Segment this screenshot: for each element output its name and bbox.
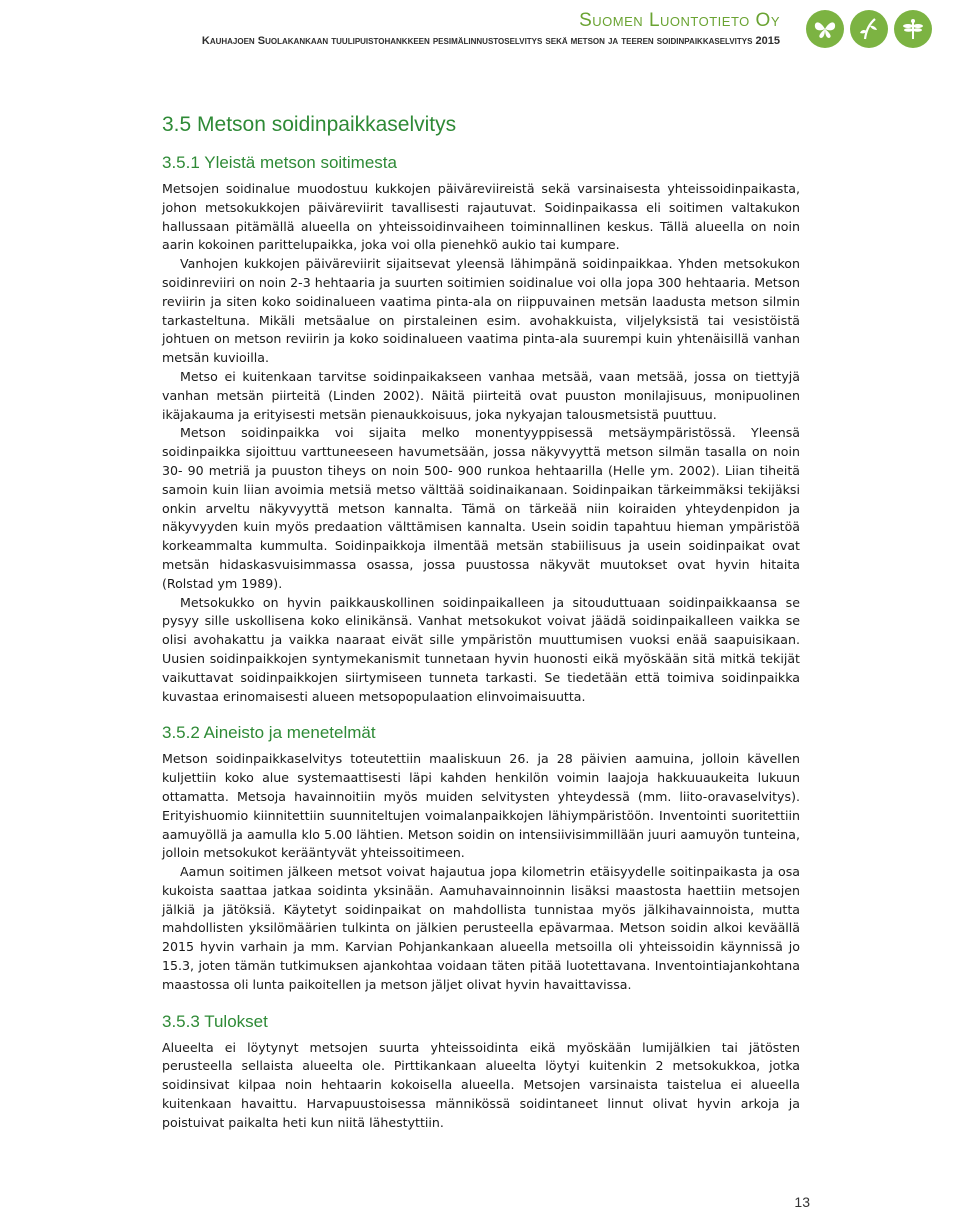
paragraph: Aamun soitimen jälkeen metsot voivat hajautua jopa kilometrin etäisyydelle soitinpaikasta ja osa kukoista saattaa jatkaa soidinta yksinään. Aamuhavainnoinnin lisäksi maastosta haettiin metsojen jälkiä ja jätöksiä. Käytetyt soidinpaikat on mahdollista tunnistaa myös jälkihavainnoista, mutta mahdollisten yksilömäärien tulkinta on jälkien perusteella epävarmaa. Metson soidin alkoi keväällä 2015 hyvin varhain ja mm. Karvian Pohjankankaan alueella metsoilla oli yhteissoidin käynnissä jo 15.3, joten tämän tutkimuksen ajankohtaa voidaan täten pitää luotettavana. Inventointiajankohtana maastossa oli lunta paikoitellen ja metson jäljet olivat hyvin havaittavissa. (162, 864, 800, 992)
dragonfly-logo-icon (894, 10, 932, 48)
paragraph: Metsokukko on hyvin paikkauskollinen soidinpaikalleen ja sitouduttuaan soidinpaikkaansa se pysyy sille uskollisena koko elinikänsä. Vanhat metsokukot voivat jäädä soidinpaikalleen vaikka se olisi avohakattu ja vaikka naaraat eivät sille ympäristön muuttumisen vuoksi enää saapuisikaan. Uusien soidinpaikkojen syntymekanismit tunnetaan hyvin huonosti eikä myöskään sitä mitkä tekijät vaikuttavat soidinpaikkojen siirtymiseen tunneta tarkasti. Se tiedetään että toimiva soidinpaikka kuvastaa erinomaisesti alueen metsopopulaation elinvoimaisuutta. (162, 594, 800, 704)
subsection-title-methods: 3.5.2 Aineisto ja menetelmät (162, 723, 376, 743)
page-header (0, 10, 780, 48)
paragraph: Metson soidinpaikka voi sijaita melko monentyyppisessä metsäympäristössä. Yleensä soidinpaikka sijoittuu varttuneeseen havumetsään, jossa näkyvyyttä metson silmän tasalla on noin 30- 90 metriä ja puuston tiheys on noin 500- 900 runkoa hehtaarilla (Helle ym. 2002). Liian tiheitä samoin kuin liian avoimia metsiä metso välttää soidinaikanaan. Soidinpaikan tärkeimmäksi tekijäksi onkin arveltu näkyvyyttä metson kannalta. Tämä on tärkeää niin koiraiden yhteydenpidon ja näkyvyyden kuin myös predaation välttämisen kannalta. Usein soidin tapahtuu hieman ympäristöä korkeammalta kummulta. Soidinpaikkoja ilmentää metsän stabiilisuus ja usein soidinpaikat ovat metsän hidaskasvuisimmassa osassa, jossa puustossa näkyvät muutokset ovat hyvin hitaita (Rolstad ym 1989). (162, 425, 800, 591)
brand-name: Suomen Luontotieto Oy (579, 10, 780, 31)
paragraph: Metson soidinpaikkaselvitys toteutettiin maaliskuun 26. ja 28 päivien aamuina, jolloin kävellen kuljettiin koko alue systemaattisesti läpi kahden henkilön voimin laajoja hakkuuaukeita lukuun ottamatta. Metsoja havainnoitiin myös muiden selvitysten yhteydessä (mm. liito-oravaselvitys). Erityishuomio kiinnitettiin suunniteltujen voimalanpaikkojen lähiympäristöön. Inventointi suoritettiin aamuyöllä ja aamulla klo 5.00 lähtien. Metson soidin on intensiivisimmillään juuri aamuyön tunteina, jolloin metsokukot kerääntyvät yhteissoitimeen. (162, 751, 800, 861)
paragraph: Vanhojen kukkojen päiväreviirit sijaitsevat yleensä lähimpänä soidinpaikkaa. Yhden metsokukon soidinreviiri on noin 2-3 hehtaaria ja suurten soitimien soidinalue voi olla jopa 300 hehtaaria. Metson reviirin ja siten koko soidinalueen vaatima pinta-ala on riippuvainen metsän laadusta metson silmin tarkasteltuna. Mikäli metsäalue on pirstaleinen esim. avohakkuista, viljelyksistä tai vesistöistä johtuen on metson reviirin ja koko soidinalueen vaatima pinta-ala suurempi kuin yhtenäisillä vanhan metsän kuvioilla. (162, 256, 800, 366)
logo-group (806, 10, 932, 48)
subsection-title-results: 3.5.3 Tulokset (162, 1011, 268, 1031)
page-content (162, 112, 800, 1133)
paragraph: Metso ei kuitenkaan tarvitse soidinpaikakseen vanhaa metsää, vaan metsää, jossa on tiettyjä vanhan metsän piirteitä (Linden 2002). Näitä piirteitä ovat puuston monilajisuus, monipuolinen ikäjakauma ja erityisesti metsän pienaukkoisuus, joka nykyajan talousmetsistä puuttuu. (162, 368, 800, 422)
report-subtitle: Kauhajoen Suolakankaan tuulipuistohankkeen pesimälinnustoselvitys sekä metson ja teeren soidinpaikkaselvitys 2015 (201, 35, 780, 47)
butterfly-logo-icon (806, 10, 844, 48)
paragraph: Metsojen soidinalue muodostuu kukkojen päiväreviireistä sekä varsinaisesta yhteissoidinpaikasta, johon metsokukkojen päiväreviirit tavallisesti rajautuvat. Soidinpaikassa eli soitimen valtakukon hallussaan pitämällä alueella on yhteissoidinvaiheen toiminnallinen keskus. Tällä alueella on noin aarin kokoinen parittelupaikka, joka voi olla pienehkö aukio tai kumpare. (162, 181, 800, 253)
paragraph: Alueelta ei löytynyt metsojen suurta yhteissoidinta eikä myöskään lumijälkien tai jätösten perusteella sellaista alueelta ole. Pirttikankaan alueelta löytyi kuitenkin 2 metsokukkoa, jotka soidinsivat kilpaa noin hehtaarin kokoisella alueella. Metsojen varsinaista taistelua ei alueella kuitenkaan havaittu. Harvapuustoisessa männikössä soidintaneet linnut olivat hyvin arkoja ja poistuivat paikalta heti kun niitä lähestyttiin. (162, 1039, 800, 1130)
page-number: 13 (794, 1194, 810, 1210)
section-title: 3.5 Metson soidinpaikkaselvitys (162, 113, 457, 136)
plant-logo-icon (850, 10, 888, 48)
subsection-title-general: 3.5.1 Yleistä metson soitimesta (162, 153, 397, 172)
